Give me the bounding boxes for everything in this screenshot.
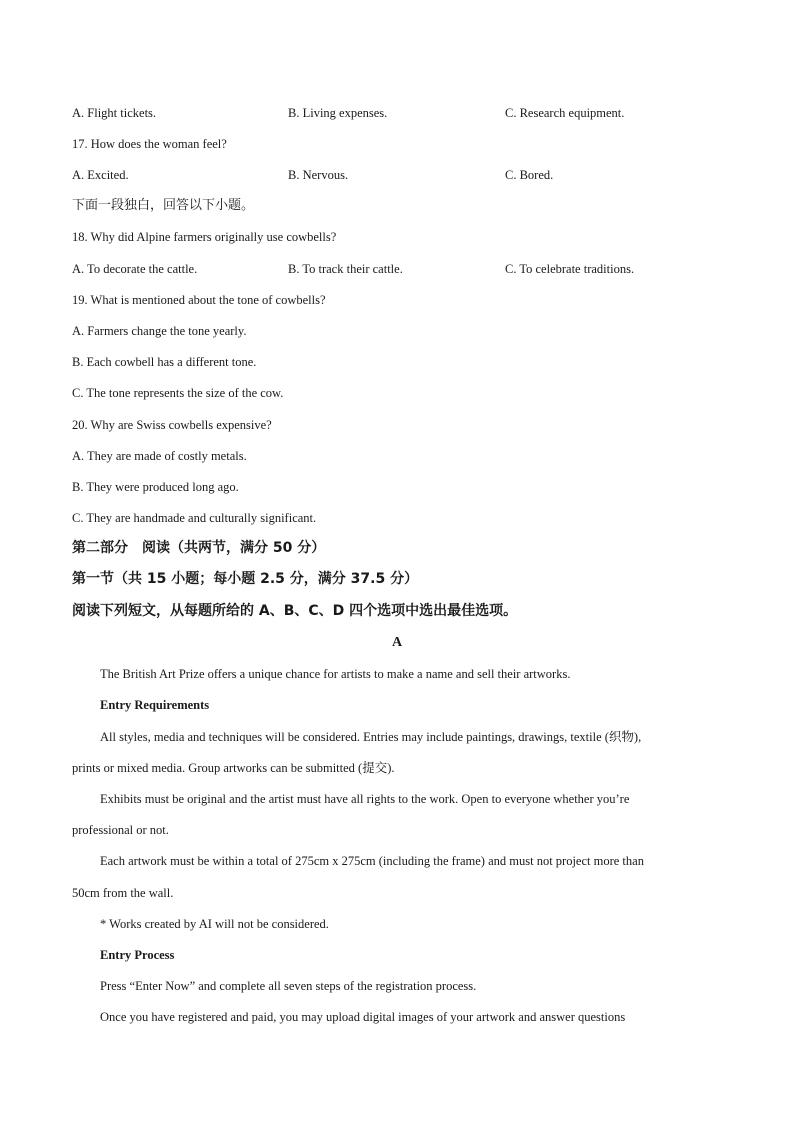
q19-option-b: B. Each cowbell has a different tone. [72,355,257,369]
q20-option-c: C. They are handmade and culturally significant. [72,511,317,525]
entry-process-heading: Entry Process [100,948,175,962]
q17-option-c: C. Bored. [505,168,554,182]
section1-title: 第一节（共 15 小题；每小题 2.5 分，满分 37.5 分） [72,571,419,587]
passage-intro: The British Art Prize offers a unique chance for artists to make a name and sell their artworks. [100,667,571,681]
q18-option-b: B. To track their cattle. [288,262,403,276]
p2-line2: professional or not. [72,823,169,837]
p3-line1: Each artwork must be within a total of 275cm x 275cm (including the frame) and must not project more than [100,854,644,868]
q16-option-b: B. Living expenses. [288,106,388,120]
passage-label: A [391,635,403,650]
q19-question: 19. What is mentioned about the tone of cowbells? [72,293,326,307]
part2-title: 第二部分 阅读（共两节，满分 50 分） [72,540,326,556]
p1-line2: prints or mixed media. Group artworks can be submitted (提交). [72,761,395,775]
reading-instructions: 阅读下列短文，从每题所给的 A、B、C、D 四个选项中选出最佳选项。 [72,603,518,619]
q19-option-c: C. The tone represents the size of the cow. [72,386,284,400]
monologue-intro: 下面一段独白，回答以下小题。 [72,198,255,213]
q16-options [72,105,732,121]
entry-requirements-heading: Entry Requirements [100,698,210,712]
q20-option-b: B. They were produced long ago. [72,480,239,494]
p2-line1: Exhibits must be original and the artist must have all rights to the work. Open to everyone whether you’re [100,792,630,806]
ai-note: * Works created by AI will not be considered. [100,917,329,931]
q17-options [72,167,732,183]
q18-question: 18. Why did Alpine farmers originally use cowbells? [72,230,337,244]
q18-options [72,261,732,277]
p1-line1: All styles, media and techniques will be considered. Entries may include paintings, drawings, textile (织物), [100,730,642,744]
q18-option-a: A. To decorate the cattle. [72,262,198,276]
p4: Press “Enter Now” and complete all seven steps of the registration process. [100,979,477,993]
q18-option-c: C. To celebrate traditions. [505,262,635,276]
q19-option-a: A. Farmers change the tone yearly. [72,324,247,338]
q16-option-a: A. Flight tickets. [72,106,157,120]
q20-option-a: A. They are made of costly metals. [72,449,247,463]
q16-option-c: C. Research equipment. [505,106,625,120]
q17-option-a: A. Excited. [72,168,129,182]
p5: Once you have registered and paid, you may upload digital images of your artwork and answer questions [100,1010,626,1024]
q20-question: 20. Why are Swiss cowbells expensive? [72,418,272,432]
q17-option-b: B. Nervous. [288,168,349,182]
p3-line2: 50cm from the wall. [72,886,174,900]
q17-question: 17. How does the woman feel? [72,137,227,151]
